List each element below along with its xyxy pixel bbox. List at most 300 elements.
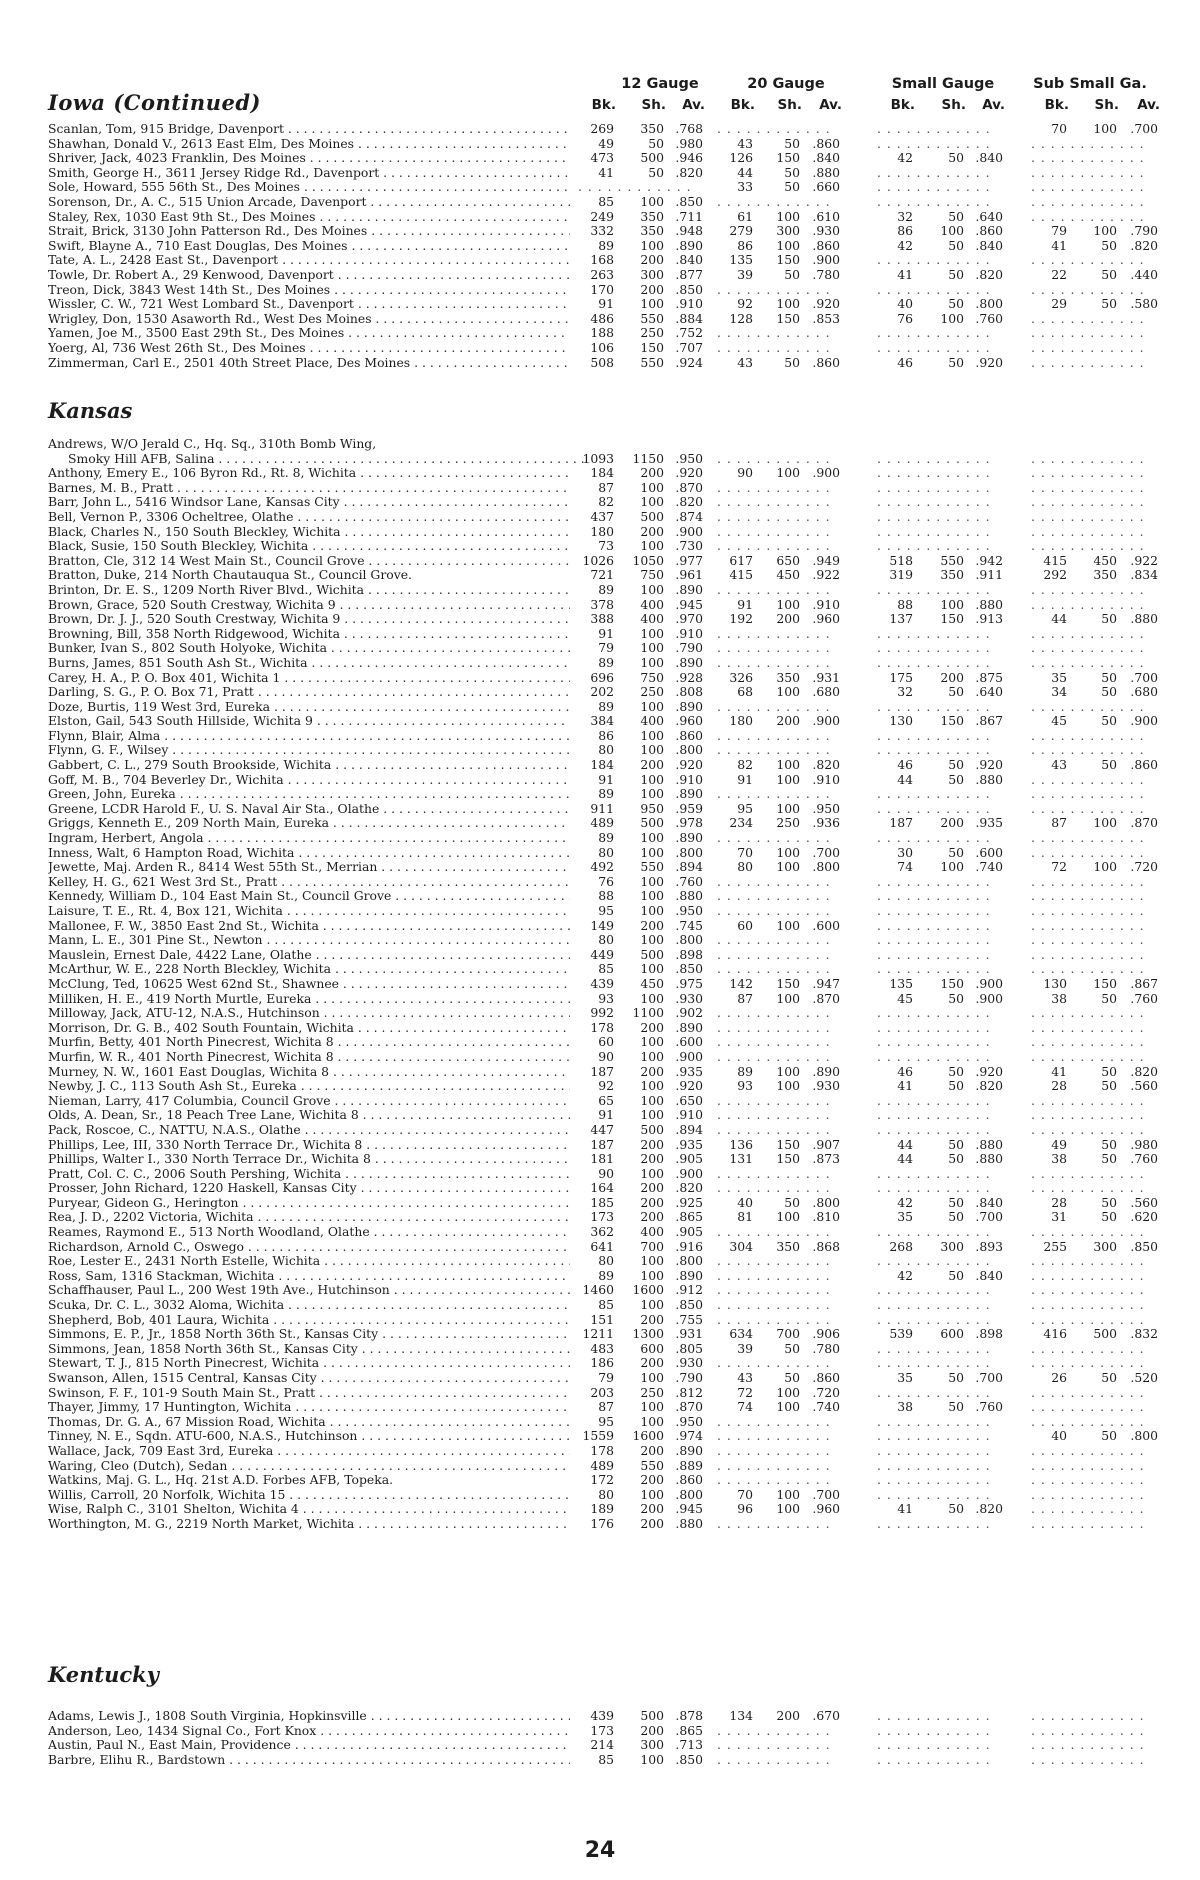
score-cell: .890	[675, 698, 703, 714]
score-cell: 149	[590, 917, 614, 933]
score-cell: .600	[812, 917, 840, 933]
score-cell: 1093	[582, 450, 614, 466]
empty-cell-dots: . . . . . . . . . . . .	[1031, 1253, 1145, 1269]
empty-cell-dots: . . . . . . . . . . . .	[877, 1253, 991, 1269]
entry-row	[0, 1283, 1200, 1298]
score-cell: .700	[975, 1370, 1003, 1385]
score-cell: 500	[640, 508, 664, 524]
score-cell: 185	[590, 1194, 614, 1210]
empty-cell-dots: . . . . . . . . . . . .	[877, 1708, 991, 1723]
entry-name: Bratton, Duke, 214 North Chautauqua St., Council Grove.	[48, 568, 412, 583]
empty-cell-dots: . . . . . . . . . . . .	[1031, 1180, 1145, 1196]
score-cell: 100	[640, 1253, 664, 1269]
entry-name: Roe, Lester E., 2431 North Estelle, Wichita . . .	[48, 1254, 570, 1269]
score-cell: 100	[640, 932, 664, 948]
entry-name: Stewart, T. J., 815 North Pinecrest, Wichita . . .	[48, 1356, 570, 1371]
empty-cell-dots: . . . . . . . . . . . .	[1031, 1019, 1145, 1035]
score-cell: 126	[729, 150, 753, 166]
score-cell: 80	[598, 844, 614, 860]
entry-name: Mann, L. E., 301 Pine St., Newton . . .	[48, 933, 570, 948]
subheader-gs-1: Sh.	[941, 97, 966, 113]
score-cell: 131	[729, 1151, 753, 1167]
score-cell: .902	[675, 1005, 703, 1021]
empty-cell-dots: . . . . . . . . . . . .	[717, 479, 831, 495]
entry-row	[0, 1108, 1200, 1123]
score-cell: 100	[640, 727, 664, 743]
score-cell: .700	[812, 844, 840, 860]
score-cell: 350	[1093, 567, 1117, 583]
empty-cell-dots: . . . . . . . . . . . .	[877, 1472, 991, 1488]
score-cell: 29	[1051, 296, 1067, 312]
score-cell: .790	[1130, 223, 1158, 239]
score-cell: 91	[598, 771, 614, 787]
score-cell: 100	[640, 538, 664, 554]
subheader-g12v-1: Sh.	[641, 97, 666, 113]
entry-row	[0, 962, 1200, 977]
score-cell: 100	[640, 1267, 664, 1283]
score-cell: .867	[975, 713, 1003, 729]
score-cell: 38	[1051, 990, 1067, 1006]
score-cell: .950	[675, 1413, 703, 1429]
score-cell: .580	[1130, 296, 1158, 312]
score-cell: .820	[675, 1180, 703, 1196]
score-cell: 130	[1043, 975, 1067, 991]
empty-cell-dots: . . . . . . . . . . . .	[877, 538, 991, 554]
score-cell: 100	[640, 990, 664, 1006]
score-cell: 234	[729, 815, 753, 831]
score-cell: 142	[729, 975, 753, 991]
entry-row	[0, 1400, 1200, 1415]
score-cell: 992	[590, 1005, 614, 1021]
empty-cell-dots: . . . . . . . . . . . .	[717, 1297, 831, 1313]
score-cell: 65	[598, 1092, 614, 1108]
score-cell: 50	[648, 164, 664, 180]
score-cell: 447	[590, 1121, 614, 1137]
empty-cell-dots: . . . . . . . . . . . .	[1031, 1034, 1145, 1050]
group-header-12-gauge: 12 Gauge	[621, 76, 699, 92]
score-cell: .850	[1130, 1238, 1158, 1254]
entry-row	[0, 151, 1200, 166]
score-cell: 300	[940, 1238, 964, 1254]
score-cell: 91	[737, 771, 753, 787]
empty-cell-dots: . . . . . . . . . . . .	[877, 742, 991, 758]
empty-cell-dots: . . . . . . . . . . . .	[877, 135, 991, 151]
score-cell: 304	[729, 1238, 753, 1254]
score-cell: 200	[640, 465, 664, 481]
score-cell: 200	[640, 281, 664, 297]
entry-row	[0, 743, 1200, 758]
score-cell: 550	[640, 859, 664, 875]
score-cell: .911	[975, 567, 1003, 583]
empty-cell-dots: . . . . . . . . . . . .	[1031, 727, 1145, 743]
score-cell: 483	[590, 1340, 614, 1356]
empty-cell-dots: . . . . . . . . . . . .	[717, 1180, 831, 1196]
score-cell: 200	[640, 1515, 664, 1531]
score-cell: .680	[812, 684, 840, 700]
score-cell: 79	[598, 1370, 614, 1385]
entry-name: Swift, Blayne A., 710 East Douglas, Des Moines . . .	[48, 239, 570, 254]
score-cell: 450	[776, 567, 800, 583]
score-cell: .660	[812, 179, 840, 195]
score-cell: 50	[948, 1151, 964, 1167]
score-cell: 100	[940, 310, 964, 326]
score-cell: 76	[598, 873, 614, 889]
score-cell: .874	[675, 508, 703, 524]
score-cell: 300	[640, 266, 664, 282]
entry-row	[0, 1356, 1200, 1371]
entry-row	[0, 1738, 1200, 1753]
entry-name: Browning, Bill, 358 North Ridgewood, Wichita . . .	[48, 627, 570, 642]
empty-cell-dots: . . . . . . . . . . . .	[717, 1442, 831, 1458]
entry-row	[0, 1298, 1200, 1313]
empty-cell-dots: . . . . . . . . . . . .	[717, 1413, 831, 1429]
score-cell: .870	[812, 990, 840, 1006]
empty-cell-dots: . . . . . . . . . . . .	[1031, 479, 1145, 495]
score-cell: 72	[737, 1384, 753, 1400]
score-cell: 200	[776, 611, 800, 627]
entry-name: Staley, Rex, 1030 East 9th St., Des Moines . . .	[48, 210, 570, 225]
entry-row	[0, 1152, 1200, 1167]
score-cell: 500	[640, 1708, 664, 1723]
score-cell: .812	[675, 1384, 703, 1400]
score-cell: 150	[776, 310, 800, 326]
score-cell: .850	[675, 193, 703, 209]
score-cell: .820	[975, 1078, 1003, 1094]
empty-cell-dots: . . . . . . . . . . . .	[717, 1019, 831, 1035]
entry-row	[0, 1709, 1200, 1724]
score-cell: 150	[776, 1136, 800, 1152]
score-cell: .850	[675, 1297, 703, 1313]
entry-row	[0, 802, 1200, 817]
entry-name: Waring, Cleo (Dutch), Sedan . . .	[48, 1459, 570, 1474]
empty-cell-dots: . . . . . . . . . . . .	[1031, 310, 1145, 326]
score-cell: 415	[1043, 552, 1067, 568]
score-cell: .860	[812, 354, 840, 370]
entry-row	[0, 268, 1200, 283]
score-cell: .840	[675, 252, 703, 268]
entry-name: Milloway, Jack, ATU-12, N.A.S., Hutchinson . . .	[48, 1006, 570, 1021]
score-cell: 415	[729, 567, 753, 583]
score-cell: 100	[640, 771, 664, 787]
score-cell: 76	[897, 310, 913, 326]
score-cell: 86	[598, 727, 614, 743]
entry-row	[0, 583, 1200, 598]
score-cell: 92	[737, 296, 753, 312]
score-cell: 150	[776, 150, 800, 166]
score-cell: 300	[640, 1737, 664, 1753]
score-cell: 50	[948, 1267, 964, 1283]
empty-cell-dots: . . . . . . . . . . . .	[877, 786, 991, 802]
empty-cell-dots: . . . . . . . . . . . .	[717, 1267, 831, 1283]
score-cell: .873	[812, 1151, 840, 1167]
empty-cell-dots: . . . . . . . . . . . .	[717, 1751, 831, 1767]
score-cell: 50	[1101, 684, 1117, 700]
score-cell: 200	[640, 252, 664, 268]
empty-cell-dots: . . . . . . . . . . . .	[877, 1092, 991, 1108]
empty-cell-dots: . . . . . . . . . . . .	[1031, 1107, 1145, 1123]
score-cell: .720	[812, 1384, 840, 1400]
empty-cell-dots: . . . . . . . . . . . .	[717, 888, 831, 904]
score-cell: .670	[812, 1708, 840, 1723]
entry-row	[0, 919, 1200, 934]
score-cell: 92	[598, 1078, 614, 1094]
empty-cell-dots: . . . . . . . . . . . .	[877, 1005, 991, 1021]
score-cell: 100	[776, 800, 800, 816]
score-cell: .922	[1130, 552, 1158, 568]
score-cell: 50	[948, 1063, 964, 1079]
entry-name: Kelley, H. G., 621 West 3rd St., Pratt . . .	[48, 875, 570, 890]
entry-row	[0, 210, 1200, 225]
score-cell: 100	[1093, 121, 1117, 136]
score-cell: 50	[948, 150, 964, 166]
score-cell: 45	[1051, 713, 1067, 729]
entry-name: Laisure, T. E., Rt. 4, Box 121, Wichita . . .	[48, 904, 570, 919]
score-cell: .620	[1130, 1209, 1158, 1225]
score-cell: 80	[598, 1253, 614, 1269]
score-cell: 41	[1051, 1063, 1067, 1079]
score-cell: .930	[675, 990, 703, 1006]
entry-name: Barnes, M. B., Pratt . . .	[48, 481, 570, 496]
score-cell: .890	[675, 581, 703, 597]
entry-row	[0, 904, 1200, 919]
score-cell: 384	[590, 713, 614, 729]
score-cell: 134	[729, 1708, 753, 1723]
empty-cell-dots: . . . . . . . . . . . .	[1031, 903, 1145, 918]
entry-row	[0, 1386, 1200, 1401]
empty-cell-dots: . . . . . . . . . . . .	[1031, 325, 1145, 341]
entry-row	[0, 1459, 1200, 1474]
score-cell: .820	[1130, 1063, 1158, 1079]
score-cell: 43	[737, 1370, 753, 1385]
score-cell: .970	[675, 611, 703, 627]
score-cell: 100	[640, 698, 664, 714]
empty-cell-dots: . . . . . . . . . . . .	[717, 1311, 831, 1327]
empty-cell-dots: . . . . . . . . . . . .	[1031, 932, 1145, 948]
score-cell: .880	[1130, 611, 1158, 627]
subheader-g12v-0: Bk.	[591, 97, 616, 113]
score-cell: 49	[598, 135, 614, 151]
entry-row	[0, 1196, 1200, 1211]
score-cell: 50	[948, 237, 964, 253]
score-cell: .931	[812, 669, 840, 685]
score-cell: 135	[889, 975, 913, 991]
score-cell: 87	[1051, 815, 1067, 831]
score-cell: .890	[675, 1019, 703, 1035]
score-cell: 200	[640, 1180, 664, 1196]
entry-name: Schaffhauser, Paul L., 200 West 19th Ave., Hutchinson . . .	[48, 1283, 570, 1298]
empty-cell-dots: . . . . . . . . . . . .	[1031, 786, 1145, 802]
score-cell: 87	[598, 1399, 614, 1415]
score-cell: 100	[776, 237, 800, 253]
empty-cell-dots: . . . . . . . . . . . .	[1031, 252, 1145, 268]
score-cell: 50	[948, 990, 964, 1006]
score-cell: 911	[590, 800, 614, 816]
entry-name: Newby, J. C., 113 South Ash St., Eureka . . .	[48, 1079, 570, 1094]
score-cell: 350	[776, 1238, 800, 1254]
entry-row	[0, 137, 1200, 152]
score-cell: .860	[675, 1472, 703, 1488]
entry-name: Doze, Burtis, 119 West 3rd, Eureka . . .	[48, 700, 570, 715]
empty-cell-dots: . . . . . . . . . . . .	[1031, 494, 1145, 510]
score-cell: .890	[675, 786, 703, 802]
score-cell: 100	[640, 873, 664, 889]
entry-name: Brinton, Dr. E. S., 1209 North River Blvd., Wichita . . .	[48, 583, 570, 598]
score-cell: 43	[737, 354, 753, 370]
entry-name: Smoky Hill AFB, Salina . . .	[68, 452, 590, 467]
score-cell: 90	[598, 1165, 614, 1181]
score-cell: 184	[590, 465, 614, 481]
score-cell: .880	[675, 1515, 703, 1531]
entry-row	[0, 224, 1200, 239]
score-cell: 50	[948, 1209, 964, 1225]
score-cell: 50	[1101, 1136, 1117, 1152]
score-cell: 89	[598, 786, 614, 802]
score-cell: 70	[1051, 121, 1067, 136]
score-cell: .870	[1130, 815, 1158, 831]
empty-cell-dots: . . . . . . . . . . . .	[877, 800, 991, 816]
empty-cell-dots: . . . . . . . . . . . .	[717, 1005, 831, 1021]
score-cell: 100	[640, 1107, 664, 1123]
score-cell: 100	[776, 296, 800, 312]
kentucky-entries	[0, 1709, 1200, 1767]
score-cell: 33	[737, 179, 753, 195]
entry-row	[0, 1254, 1200, 1269]
empty-cell-dots: . . . . . . . . . . . .	[877, 1340, 991, 1356]
score-cell: 350	[940, 567, 964, 583]
score-cell: 255	[1043, 1238, 1067, 1254]
empty-cell-dots: . . . . . . . . . . . .	[1031, 1515, 1145, 1531]
score-cell: .860	[812, 135, 840, 151]
score-cell: 450	[640, 975, 664, 991]
score-cell: .805	[675, 1340, 703, 1356]
subheader-gss-1: Sh.	[1094, 97, 1119, 113]
score-cell: 89	[598, 654, 614, 670]
empty-cell-dots: . . . . . . . . . . . .	[1031, 1092, 1145, 1108]
entry-row	[0, 510, 1200, 525]
score-cell: 85	[598, 961, 614, 977]
entry-row	[0, 729, 1200, 744]
entry-name: Scanlan, Tom, 915 Bridge, Davenport . . .	[48, 122, 570, 137]
score-cell: .768	[675, 121, 703, 136]
score-cell: 44	[897, 771, 913, 787]
empty-cell-dots: . . . . . . . . . . . .	[1031, 150, 1145, 166]
score-cell: .808	[675, 684, 703, 700]
score-cell: 100	[640, 903, 664, 918]
score-cell: 489	[590, 815, 614, 831]
score-cell: .700	[975, 1209, 1003, 1225]
empty-cell-dots: . . . . . . . . . . . .	[717, 1107, 831, 1123]
score-cell: .755	[675, 1311, 703, 1327]
entry-name: Bratton, Cle, 312 14 West Main St., Council Grove . . .	[48, 554, 570, 569]
entry-name: McClung, Ted, 10625 West 62nd St., Shawnee . . .	[48, 977, 570, 992]
entry-name: Pratt, Col. C. C., 2006 South Pershing, Wichita . . .	[48, 1167, 570, 1182]
score-cell: 32	[897, 684, 913, 700]
score-cell: 60	[737, 917, 753, 933]
score-cell: 88	[897, 596, 913, 612]
score-cell: 44	[737, 164, 753, 180]
entry-row	[0, 671, 1200, 686]
score-cell: 50	[1101, 1428, 1117, 1444]
score-cell: 100	[776, 596, 800, 612]
score-cell: 200	[640, 1311, 664, 1327]
subheader-g20-1: Sh.	[777, 97, 802, 113]
score-cell: 85	[598, 1751, 614, 1767]
score-cell: 489	[590, 1457, 614, 1473]
score-cell: .820	[812, 757, 840, 773]
entry-name: Murfin, Betty, 401 North Pinecrest, Wichita 8 . . .	[48, 1035, 570, 1050]
iowa-entries	[0, 122, 1200, 370]
entry-name: Smith, George H., 3611 Jersey Ridge Rd., Davenport . . .	[48, 166, 570, 181]
score-cell: 1600	[632, 1428, 664, 1444]
score-cell: 350	[640, 223, 664, 239]
score-cell: 61	[737, 208, 753, 224]
entry-row	[0, 846, 1200, 861]
score-cell: .890	[675, 237, 703, 253]
score-cell: 82	[737, 757, 753, 773]
score-cell: 700	[776, 1326, 800, 1342]
score-cell: .936	[812, 815, 840, 831]
entry-name: Yamen, Joe M., 3500 East 29th St., Des Moines . . .	[48, 326, 570, 341]
empty-cell-dots: . . . . . . . . . . . .	[717, 523, 831, 539]
empty-cell-dots: . . . . . . . . . . . .	[717, 1722, 831, 1738]
empty-cell-dots: . . . . . . . . . . . .	[1031, 523, 1145, 539]
score-cell: 100	[640, 296, 664, 312]
entry-name: Swanson, Allen, 1515 Central, Kansas City . . .	[48, 1371, 570, 1386]
score-cell: .760	[675, 873, 703, 889]
score-cell: .875	[975, 669, 1003, 685]
empty-cell-dots: . . . . . . . . . . . .	[877, 932, 991, 948]
entry-row	[0, 1035, 1200, 1050]
entry-name: Wrigley, Don, 1530 Asaworth Rd., West Des Moines . . .	[48, 312, 570, 327]
state-heading-kansas: Kansas	[48, 398, 133, 423]
score-cell: 188	[590, 325, 614, 341]
score-cell: 40	[1051, 1428, 1067, 1444]
empty-cell-dots: . . . . . . . . . . . .	[717, 1428, 831, 1444]
score-cell: 200	[940, 815, 964, 831]
empty-cell-dots: . . . . . . . . . . . .	[1031, 917, 1145, 933]
score-cell: 31	[1051, 1209, 1067, 1225]
score-cell: 1300	[632, 1326, 664, 1342]
score-cell: .880	[975, 596, 1003, 612]
score-cell: 192	[729, 611, 753, 627]
subheader-g12v-2: Av.	[682, 97, 705, 113]
score-cell: 350	[776, 669, 800, 685]
score-cell: 151	[590, 1311, 614, 1327]
score-cell: .890	[675, 654, 703, 670]
score-cell: 50	[784, 1370, 800, 1385]
empty-cell-dots: . . . . . . . . . . . .	[877, 581, 991, 597]
entry-row	[0, 356, 1200, 371]
empty-cell-dots: . . . . . . . . . . . .	[1031, 596, 1145, 612]
entry-row	[0, 1094, 1200, 1109]
score-cell: 178	[590, 1019, 614, 1035]
score-cell: 100	[640, 479, 664, 495]
score-cell: 50	[1101, 237, 1117, 253]
score-cell: .910	[812, 771, 840, 787]
score-cell: 43	[737, 135, 753, 151]
entry-row	[0, 1240, 1200, 1255]
score-cell: 200	[640, 1194, 664, 1210]
entry-name: Puryear, Gideon G., Herington . . .	[48, 1196, 570, 1211]
score-cell: 35	[897, 1209, 913, 1225]
entry-name: Nieman, Larry, 417 Columbia, Council Grove . . .	[48, 1094, 570, 1109]
empty-cell-dots: . . . . . . . . . . . .	[717, 625, 831, 641]
score-cell: .520	[1130, 1370, 1158, 1385]
score-cell: 28	[1051, 1194, 1067, 1210]
empty-cell-dots: . . . . . . . . . . . .	[717, 121, 831, 136]
score-cell: 50	[784, 135, 800, 151]
score-cell: 96	[737, 1501, 753, 1517]
